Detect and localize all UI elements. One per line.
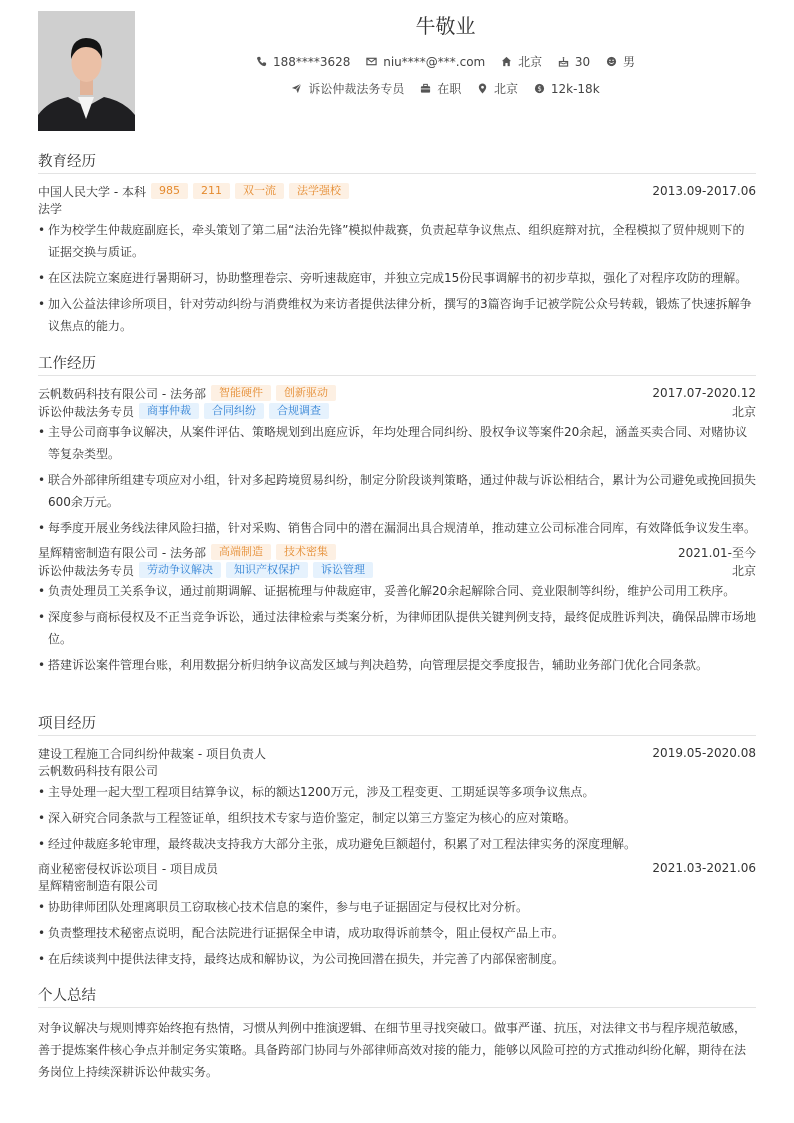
bullet-item: • 在区法院立案庭进行暑期研习，协助整理卷宗、旁听速裁庭审，并独立完成15份民事调解书的初步草拟，强化了对程序攻防的理解。 <box>38 267 756 289</box>
bullet-item: • 负责整理技术秘密点说明，配合法院进行证据保全申请，成功取得诉前禁令，阻止侵权产品上市。 <box>38 922 756 944</box>
bullet-item: • 协助律师团队处理离职员工窃取核心技术信息的案件，参与电子证据固定与侵权比对分析。 <box>38 896 756 918</box>
bullet-item: • 深入研究合同条款与工程签证单，组织技术专家与造价鉴定，制定以第三方鉴定为核心的应对策略。 <box>38 807 756 829</box>
work-entry <box>38 384 756 539</box>
role-tag: 商事仲裁 <box>139 403 199 419</box>
profile-photo <box>38 11 135 131</box>
work-city: 北京 <box>731 563 756 578</box>
send-icon <box>291 83 302 94</box>
bullet-item: • 深度参与商标侵权及不正当竞争诉讼，通过法律检索与类案分析，为律师团队提供关键判例支持，最终促成胜诉判决，确保品牌市场地位。 <box>38 606 756 650</box>
bullet-item: • 主导公司商事争议解决，从案件评估、策略规划到出庭应诉，年均处理合同纠纷、股权争议等案件20余起，涵盖买卖合同、对赌协议等复杂类型。 <box>38 421 756 465</box>
project-org: 云帆数码科技有限公司 <box>38 764 159 778</box>
summary-section <box>38 984 756 1083</box>
svg-text:$: $ <box>537 84 542 93</box>
target-city-info <box>477 80 518 97</box>
phone-info <box>256 55 350 69</box>
smile-icon <box>606 56 617 67</box>
gender-text: 男 <box>623 55 636 69</box>
bullet-item: • 联合外部律所组建专项应对小组，针对多起跨境贸易纠纷，制定分阶段谈判策略，通过仲裁与诉讼相结合，累计为公司避免或挽回损失600余万元。 <box>38 469 756 513</box>
bullet-item: • 主导处理一起大型工程项目结算争议，标的额达1200万元，涉及工程变更、工期延误等多项争议焦点。 <box>38 781 756 803</box>
phone-text: 188****3628 <box>272 55 351 69</box>
school-tag: 法学强校 <box>289 183 349 199</box>
role-tag: 劳动争议解决 <box>139 562 221 578</box>
bullet-item: • 作为校学生仲裁庭副庭长，牵头策划了第二届“法治先锋”模拟仲裁赛，负责起草争议焦点、组织庭辩对抗，全程模拟了贸仲规则下的证据交换与质证。 <box>38 219 756 263</box>
job-intention-row <box>135 80 756 97</box>
email-info <box>366 55 485 69</box>
email-text: niu****@***.com <box>383 55 486 69</box>
work-section <box>38 352 756 680</box>
bullet-item: • 在后续谈判中提供法律支持，最终达成和解协议，为公司挽回潜在损失，并完善了内部保密制度。 <box>38 948 756 970</box>
work-date: 2017.07-2020.12 <box>652 386 756 400</box>
project-section-title: 项目经历 <box>38 712 756 736</box>
company-tag: 高端制造 <box>211 544 271 560</box>
school-tag: 211 <box>193 183 230 199</box>
project-date: 2019.05-2020.08 <box>652 746 756 760</box>
education-major: 法学 <box>38 202 63 216</box>
candidate-name: 牛敬业 <box>415 14 476 38</box>
work-entry <box>38 543 756 676</box>
home-icon <box>501 56 512 67</box>
work-company-row <box>38 384 756 402</box>
role-name: 诉讼仲裁法务专员 <box>38 404 135 419</box>
work-role-row <box>38 561 756 579</box>
mail-icon <box>366 56 377 67</box>
city-text: 北京 <box>518 55 543 69</box>
target-city-text: 北京 <box>494 82 519 96</box>
age-info <box>558 55 590 69</box>
work-company-row <box>38 543 756 561</box>
project-name: 建设工程施工合同纠纷仲裁案 - 项目负责人 <box>38 746 266 761</box>
project-section <box>38 712 756 974</box>
work-bullets <box>38 421 756 539</box>
project-header <box>38 859 756 877</box>
contact-info-row <box>135 53 756 70</box>
role-tag: 合规调查 <box>269 403 329 419</box>
project-entry <box>38 744 756 855</box>
work-date: 2021.01-至今 <box>678 545 756 560</box>
work-role-row <box>38 402 756 420</box>
school-tag: 双一流 <box>235 183 284 199</box>
project-header <box>38 744 756 762</box>
education-header <box>38 182 756 200</box>
bullet-item: • 经过仲裁庭多轮审理，最终裁决支持我方大部分主张，成功避免巨额超付，积累了对工程法律实务的深度理解。 <box>38 833 756 855</box>
education-bullets <box>38 219 756 337</box>
target-position-info <box>291 80 404 97</box>
company-tag: 创新驱动 <box>276 385 336 401</box>
project-entry <box>38 859 756 970</box>
target-position-text: 诉讼仲裁法务专员 <box>308 82 405 96</box>
project-bullets <box>38 896 756 970</box>
company-tag: 技术密集 <box>276 544 336 560</box>
money-icon <box>534 83 545 94</box>
company-tag: 智能硬件 <box>211 385 271 401</box>
education-section <box>38 150 756 341</box>
bullet-item: • 每季度开展业务线法律风险扫描，针对采购、销售合同中的潜在漏洞出具合规清单，推动建立公司标准合同库，有效降低争议发生率。 <box>38 517 756 539</box>
briefcase-icon <box>420 83 431 94</box>
project-name: 商业秘密侵权诉讼项目 - 项目成员 <box>38 861 218 876</box>
gender-info <box>606 53 635 70</box>
location-pin-icon <box>477 83 488 94</box>
city-info <box>501 53 542 70</box>
company-name: 星辉精密制造有限公司 - 法务部 <box>38 545 206 560</box>
project-date: 2021.03-2021.06 <box>652 861 756 875</box>
cake-icon <box>558 56 569 67</box>
company-name: 云帆数码科技有限公司 - 法务部 <box>38 386 206 401</box>
bullet-item: • 加入公益法律诊所项目，针对劳动纠纷与消费维权为来访者提供法律分析，撰写的3篇咨询手记被学院公众号转载，锻炼了快速拆解争议焦点的能力。 <box>38 293 756 337</box>
status-text: 在职 <box>437 82 462 96</box>
bullet-item: • 搭建诉讼案件管理台账，利用数据分析归纳争议高发区域与判决趋势，向管理层提交季度报告，辅助业务部门优化合同条款。 <box>38 654 756 676</box>
project-bullets <box>38 781 756 855</box>
work-city: 北京 <box>731 404 756 419</box>
salary-text: 12k-18k <box>550 82 600 96</box>
summary-section-title: 个人总结 <box>38 984 756 1008</box>
work-section-title: 工作经历 <box>38 352 756 376</box>
phone-icon <box>256 56 267 67</box>
status-info <box>420 80 461 97</box>
bullet-item: • 负责处理员工关系争议，通过前期调解、证据梳理与仲裁庭审，妥善化解20余起解除合同、竞业限制等纠纷，维护公司用工秩序。 <box>38 580 756 602</box>
role-tag: 诉讼管理 <box>313 562 373 578</box>
education-section-title: 教育经历 <box>38 150 756 174</box>
education-date: 2013.09-2017.06 <box>652 184 756 198</box>
role-tag: 知识产权保护 <box>226 562 308 578</box>
work-bullets <box>38 580 756 676</box>
project-org: 星辉精密制造有限公司 <box>38 879 159 893</box>
role-name: 诉讼仲裁法务专员 <box>38 563 135 578</box>
school-tag: 985 <box>151 183 188 199</box>
age-text: 30 <box>574 55 591 69</box>
school-name: 中国人民大学 - 本科 <box>38 184 146 199</box>
role-tag: 合同纠纷 <box>204 403 264 419</box>
summary-text: 对争议解决与规则博弈始终抱有热情，习惯从判例中推演逻辑、在细节里寻找突破口。做事严谨、抗压，对法律文书与程序规范敏感，善于提炼案件核心争点并制定务实策略。具备跨部门协同与外部律师高效对接的能力，能够以风险可控的方式推动纠纷化解，期待在法务岗位上持续深耕诉讼仲裁实务。 <box>38 1021 747 1079</box>
salary-info <box>534 82 600 96</box>
